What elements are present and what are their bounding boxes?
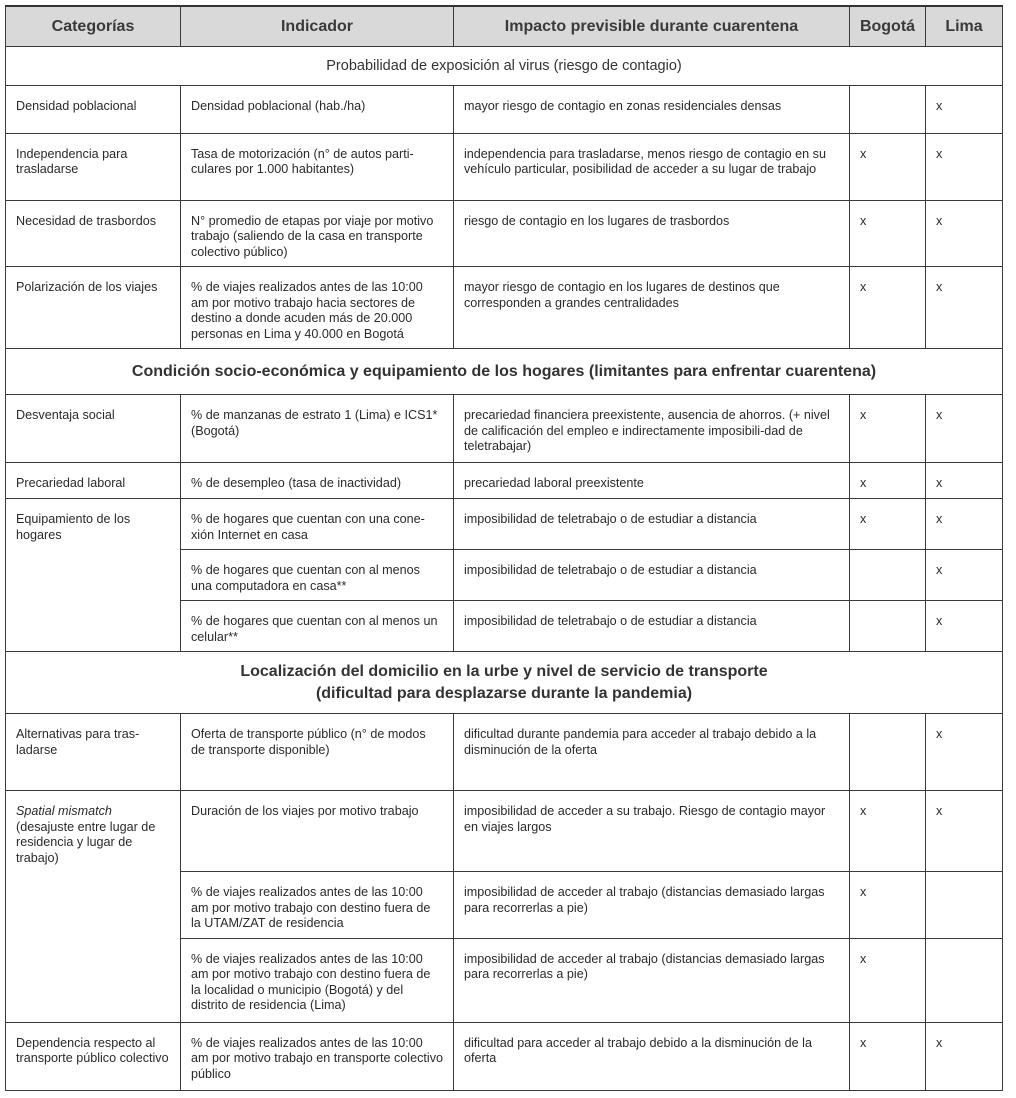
table-row (6, 395, 1003, 463)
indicators-table (5, 5, 1003, 1091)
lima-mark: x (926, 601, 1003, 652)
category-text: Equipamiento de los hogares (16, 512, 131, 542)
header-bogota: Bogotá (850, 6, 926, 46)
indicator-cell: Duración de los viajes por motivo trabajo (181, 791, 454, 872)
header-impacto: Impacto previsible durante cuarentena (454, 6, 850, 46)
section-header-row (6, 349, 1003, 395)
category-cell (6, 791, 181, 1023)
category-text: Necesidad de trasbordos (16, 213, 157, 228)
bogota-mark: x (850, 938, 926, 1022)
indicator-cell: % de hogares que cuentan con al menos una computadora en casa** (181, 550, 454, 601)
bogota-mark (850, 714, 926, 791)
category-text: Polarización de los viajes (16, 280, 158, 294)
indicator-cell: Tasa de motorización (n° de autos parti-culares por 1.000 habitantes) (181, 133, 454, 200)
section-subtitle-text: (dificultad para desplazarse durante la pandemia) (315, 684, 693, 702)
bogota-mark (850, 550, 926, 601)
section-title (6, 652, 1003, 714)
table-row (6, 463, 1003, 499)
indicator-cell: % de manzanas de estrato 1 (Lima) e ICS1* (Bogotá) (181, 395, 454, 463)
impact-cell: imposibilidad de teletrabajo o de estudiar a distancia (454, 550, 850, 601)
impact-cell: precariedad financiera preexistente, ausencia de ahorros. (+ nivel de calificación del empleo e indirectamente imposibili-dad de teletrabajar) (454, 395, 850, 463)
category-text: Desventaja social (16, 408, 115, 422)
lima-mark: x (926, 791, 1003, 872)
table-row (6, 1022, 1003, 1090)
bogota-mark: x (850, 1022, 926, 1090)
section-title-text: Condición socio-económica y equipamiento de los hogares (limitantes para enfrentar cuarentena) (131, 362, 877, 380)
lima-mark (926, 938, 1003, 1022)
category-cell (6, 200, 181, 267)
indicator-cell: % de desempleo (tasa de inactividad) (181, 463, 454, 499)
impact-cell: imposibilidad de teletrabajo o de estudiar a distancia (454, 601, 850, 652)
table-row (6, 200, 1003, 267)
lima-mark (926, 872, 1003, 939)
category-text: (desajuste entre lugar de residencia y lugar de trabajo) (16, 819, 156, 865)
header-lima: Lima (926, 6, 1003, 46)
table-row (6, 714, 1003, 791)
impact-cell: imposibilidad de acceder a su trabajo. Riesgo de contagio mayor en viajes largos (454, 791, 850, 872)
section-title-text: Localización del domicilio en la urbe y nivel de servicio de transporte (240, 662, 768, 680)
indicator-cell: N° promedio de etapas por viaje por motivo trabajo (saliendo de la casa en transporte colectivo público) (181, 200, 454, 267)
impact-cell: dificultad para acceder al trabajo debido a la disminución de la oferta (454, 1022, 850, 1090)
impact-cell: riesgo de contagio en los lugares de trasbordos (454, 200, 850, 267)
category-text: Independencia para trasladarse (16, 146, 128, 176)
impact-cell: mayor riesgo de contagio en zonas residenciales densas (454, 85, 850, 133)
lima-mark: x (926, 714, 1003, 791)
lima-mark: x (926, 133, 1003, 200)
indicator-cell: % de viajes realizados antes de las 10:00 am por motivo trabajo con destino fuera de la localidad o municipio (Bogotá) y del distrito de residencia (Lima) (181, 938, 454, 1022)
indicator-cell: % de viajes realizados antes de las 10:00 am por motivo trabajo con destino fuera de la UTAM/ZAT de residencia (181, 872, 454, 939)
table-row (6, 499, 1003, 550)
category-text: Precariedad laboral (16, 476, 126, 490)
category-text: Densidad poblacional (16, 98, 137, 113)
indicator-cell: % de hogares que cuentan con al menos un celular** (181, 601, 454, 652)
bogota-mark: x (850, 463, 926, 499)
lima-mark: x (926, 85, 1003, 133)
bogota-mark: x (850, 395, 926, 463)
indicator-cell: Oferta de transporte público (n° de modos de transporte disponible) (181, 714, 454, 791)
lima-mark: x (926, 395, 1003, 463)
category-cell (6, 395, 181, 463)
lima-mark: x (926, 200, 1003, 267)
indicator-cell: Densidad poblacional (hab./ha) (181, 85, 454, 133)
indicator-cell: % de hogares que cuentan con una cone-xión Internet en casa (181, 499, 454, 550)
bogota-mark: x (850, 872, 926, 939)
category-cell (6, 499, 181, 652)
bogota-mark: x (850, 267, 926, 349)
indicator-cell: % de viajes realizados antes de las 10:00 am por motivo trabajo en transporte colectivo público (181, 1022, 454, 1090)
category-cell (6, 267, 181, 349)
lima-mark: x (926, 499, 1003, 550)
section-title (6, 349, 1003, 395)
section-header-row (6, 46, 1003, 85)
impact-cell: mayor riesgo de contagio en los lugares de destinos que corresponden a grandes centralidades (454, 267, 850, 349)
lima-mark: x (926, 463, 1003, 499)
header-indicador: Indicador (181, 6, 454, 46)
section-title-text: Probabilidad de exposición al virus (riesgo de contagio) (326, 57, 682, 74)
section-title (6, 46, 1003, 85)
impact-cell: imposibilidad de acceder al trabajo (distancias demasiado largas para recorrerlas a pie) (454, 872, 850, 939)
bogota-mark (850, 85, 926, 133)
bogota-mark: x (850, 133, 926, 200)
impact-cell: imposibilidad de acceder al trabajo (distancias demasiado largas para recorrerlas a pie) (454, 938, 850, 1022)
category-text: Dependencia respecto al transporte público colectivo (16, 1035, 169, 1065)
table-row (6, 267, 1003, 349)
section-header-row (6, 652, 1003, 714)
category-italic: Spatial mismatch (16, 804, 112, 818)
bogota-mark: x (850, 499, 926, 550)
impact-cell: imposibilidad de teletrabajo o de estudiar a distancia (454, 499, 850, 550)
category-cell (6, 85, 181, 133)
category-cell (6, 133, 181, 200)
category-cell (6, 463, 181, 499)
impact-cell: dificultad durante pandemia para acceder al trabajo debido a la disminución de la oferta (454, 714, 850, 791)
table-row (6, 85, 1003, 133)
bogota-mark: x (850, 791, 926, 872)
table-row (6, 133, 1003, 200)
table-header-row (6, 6, 1003, 46)
header-categorias: Categorías (6, 6, 181, 46)
lima-mark: x (926, 1022, 1003, 1090)
indicator-cell: % de viajes realizados antes de las 10:00 am por motivo trabajo hacia sectores de destino a donde acuden más de 20.000 personas en Lima y 40.000 en Bogotá (181, 267, 454, 349)
category-text: Alternativas para tras-ladarse (16, 727, 140, 757)
category-cell (6, 1022, 181, 1090)
lima-mark: x (926, 550, 1003, 601)
lima-mark: x (926, 267, 1003, 349)
impact-cell: precariedad laboral preexistente (454, 463, 850, 499)
bogota-mark (850, 601, 926, 652)
category-cell (6, 714, 181, 791)
impact-cell: independencia para trasladarse, menos riesgo de contagio en su vehículo particular, posibilidad de acceder a su lugar de trabajo (454, 133, 850, 200)
bogota-mark: x (850, 200, 926, 267)
table-row (6, 791, 1003, 872)
